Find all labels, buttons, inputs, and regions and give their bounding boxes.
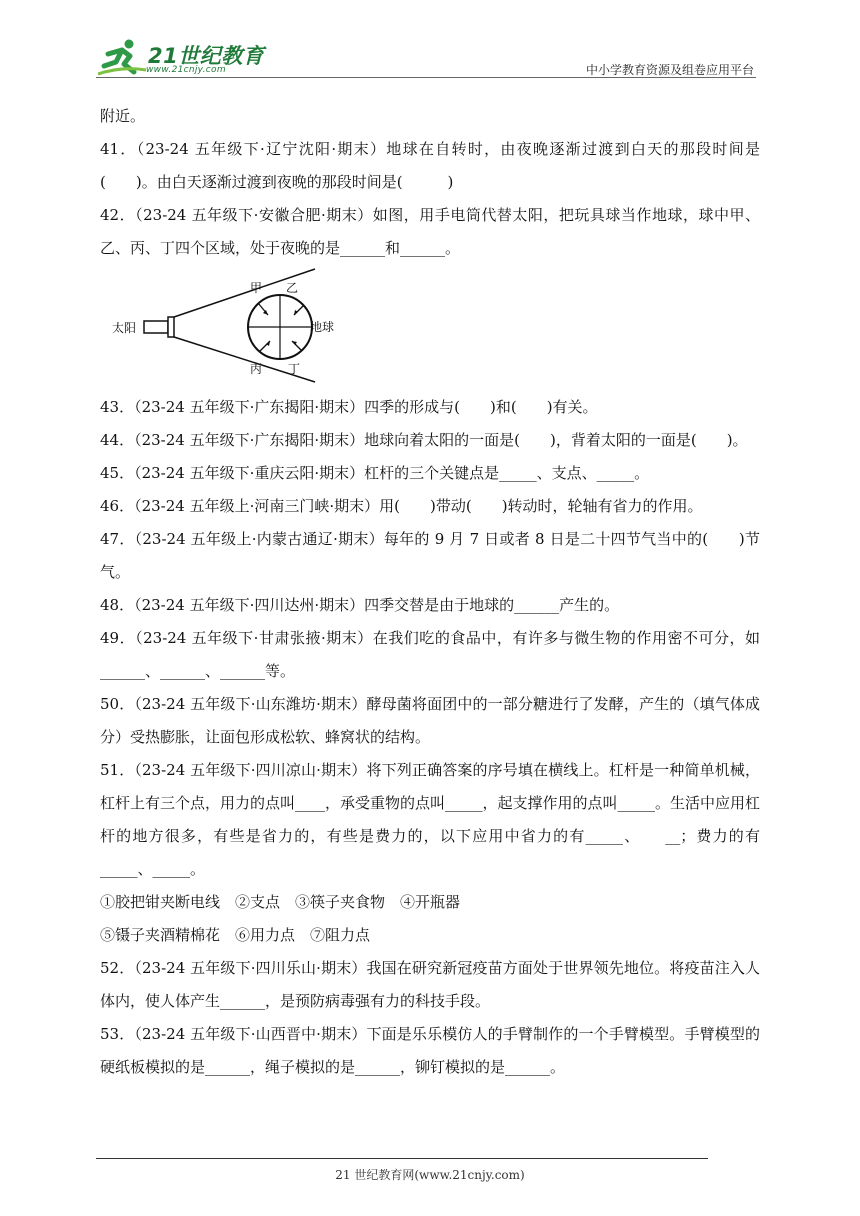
question-52: 52．（23-24 五年级下·四川乐山·期末）我国在研究新冠疫苗方面处于世界领先地位。将疫苗注入人体内，使人体产生______，是预防病毒强有力的科技手段。 [100, 959, 760, 1010]
site-logo[interactable] [96, 36, 266, 78]
runner-logo-icon [96, 36, 148, 78]
question-46: 46．（23-24 五年级上·河南三门峡·期末）用( )带动( )转动时，轮轴有省力的作用。 [100, 497, 703, 515]
flashlight-earth-figure [100, 265, 760, 391]
flashlight-body-icon [144, 321, 168, 333]
logo-url: www.21cnjy.com [146, 65, 226, 75]
flashlight-head-icon [168, 317, 174, 337]
option-line-2: ⑤镊子夹酒精棉花 ⑥用力点 ⑦阻力点 [100, 926, 371, 944]
sun-label: 太阳 [112, 321, 137, 335]
region-jia-label: 甲 [250, 281, 263, 295]
region-bing-label: 丙 [250, 362, 263, 376]
footer-divider [96, 1158, 708, 1159]
logo-text: 21世纪教育 [148, 44, 265, 68]
region-yi-label: 乙 [286, 281, 299, 295]
region-ding-label: 丁 [288, 362, 301, 376]
question-50: 50．（23-24 五年级下·山东潍坊·期末）酵母菌将面团中的一部分糖进行了发酵，产生的（填气体成分）受热膨胀，让面包形成松软、蜂窝状的结构。 [100, 695, 760, 746]
question-49: 49．（23-24 五年级下·甘肃张掖·期末）在我们吃的食品中，有许多与微生物的作用密不可分，如______、______、______等。 [100, 629, 760, 680]
question-42: 42．（23-24 五年级下·安徽合肥·期末）如图，用手电筒代替太阳，把玩具球当作地球，球中甲、乙、丙、丁四个区域，处于夜晚的是______和______。 [100, 206, 760, 257]
question-44: 44．（23-24 五年级下·广东揭阳·期末）地球向着太阳的一面是( )，背着太阳的一面是( )。 [100, 431, 748, 449]
header-divider [96, 77, 756, 78]
question-list [100, 100, 760, 1084]
platform-title: 中小学教育资源及组卷应用平台 [585, 63, 754, 77]
page-footer[interactable]: 21 世纪教育网(www.21cnjy.com) [335, 1168, 525, 1182]
question-43: 43．（23-24 五年级下·广东揭阳·期末）四季的形成与( )和( )有关。 [100, 398, 598, 416]
option-line-1: ①胶把钳夹断电线 ②支点 ③筷子夹食物 ④开瓶器 [100, 893, 461, 911]
earth-label: 地球 [310, 320, 335, 334]
question-51: 51．（23-24 五年级下·四川凉山·期末）将下列正确答案的序号填在横线上。杠杆是一种简单机械，杠杆上有三个点，用力的点叫____，承受重物的点叫_____，起支撑作用的点叫_____。生活中应用杠杆的地方很多，有些是省力的，有些是费力的，以下应用中省力的有_____、 __；费力的有_____、_____。 [100, 761, 761, 878]
question-47: 47．（23-24 五年级上·内蒙古通辽·期末）每年的 9 月 7 日或者 8 日是二十四节气当中的( )节气。 [100, 530, 760, 581]
question-41: 41．（23-24 五年级下·辽宁沈阳·期末）地球在自转时，由夜晚逐渐过渡到白天的那段时间是( )。由白天逐渐过渡到夜晚的那段时间是( ) [100, 140, 760, 191]
question-48: 48．（23-24 五年级下·四川达州·期末）四季交替是由于地球的______产生的。 [100, 596, 620, 614]
page-header [0, 0, 860, 80]
question-53: 53．（23-24 五年级下·山西晋中·期末）下面是乐乐模仿人的手臂制作的一个手臂模型。手臂模型的硬纸板模拟的是______，绳子模拟的是______，铆钉模拟的是______。 [100, 1025, 760, 1076]
text-line: 附近。 [100, 107, 146, 125]
question-45: 45．（23-24 五年级下·重庆云阳·期末）杠杆的三个关键点是_____、支点、_____。 [100, 464, 650, 482]
